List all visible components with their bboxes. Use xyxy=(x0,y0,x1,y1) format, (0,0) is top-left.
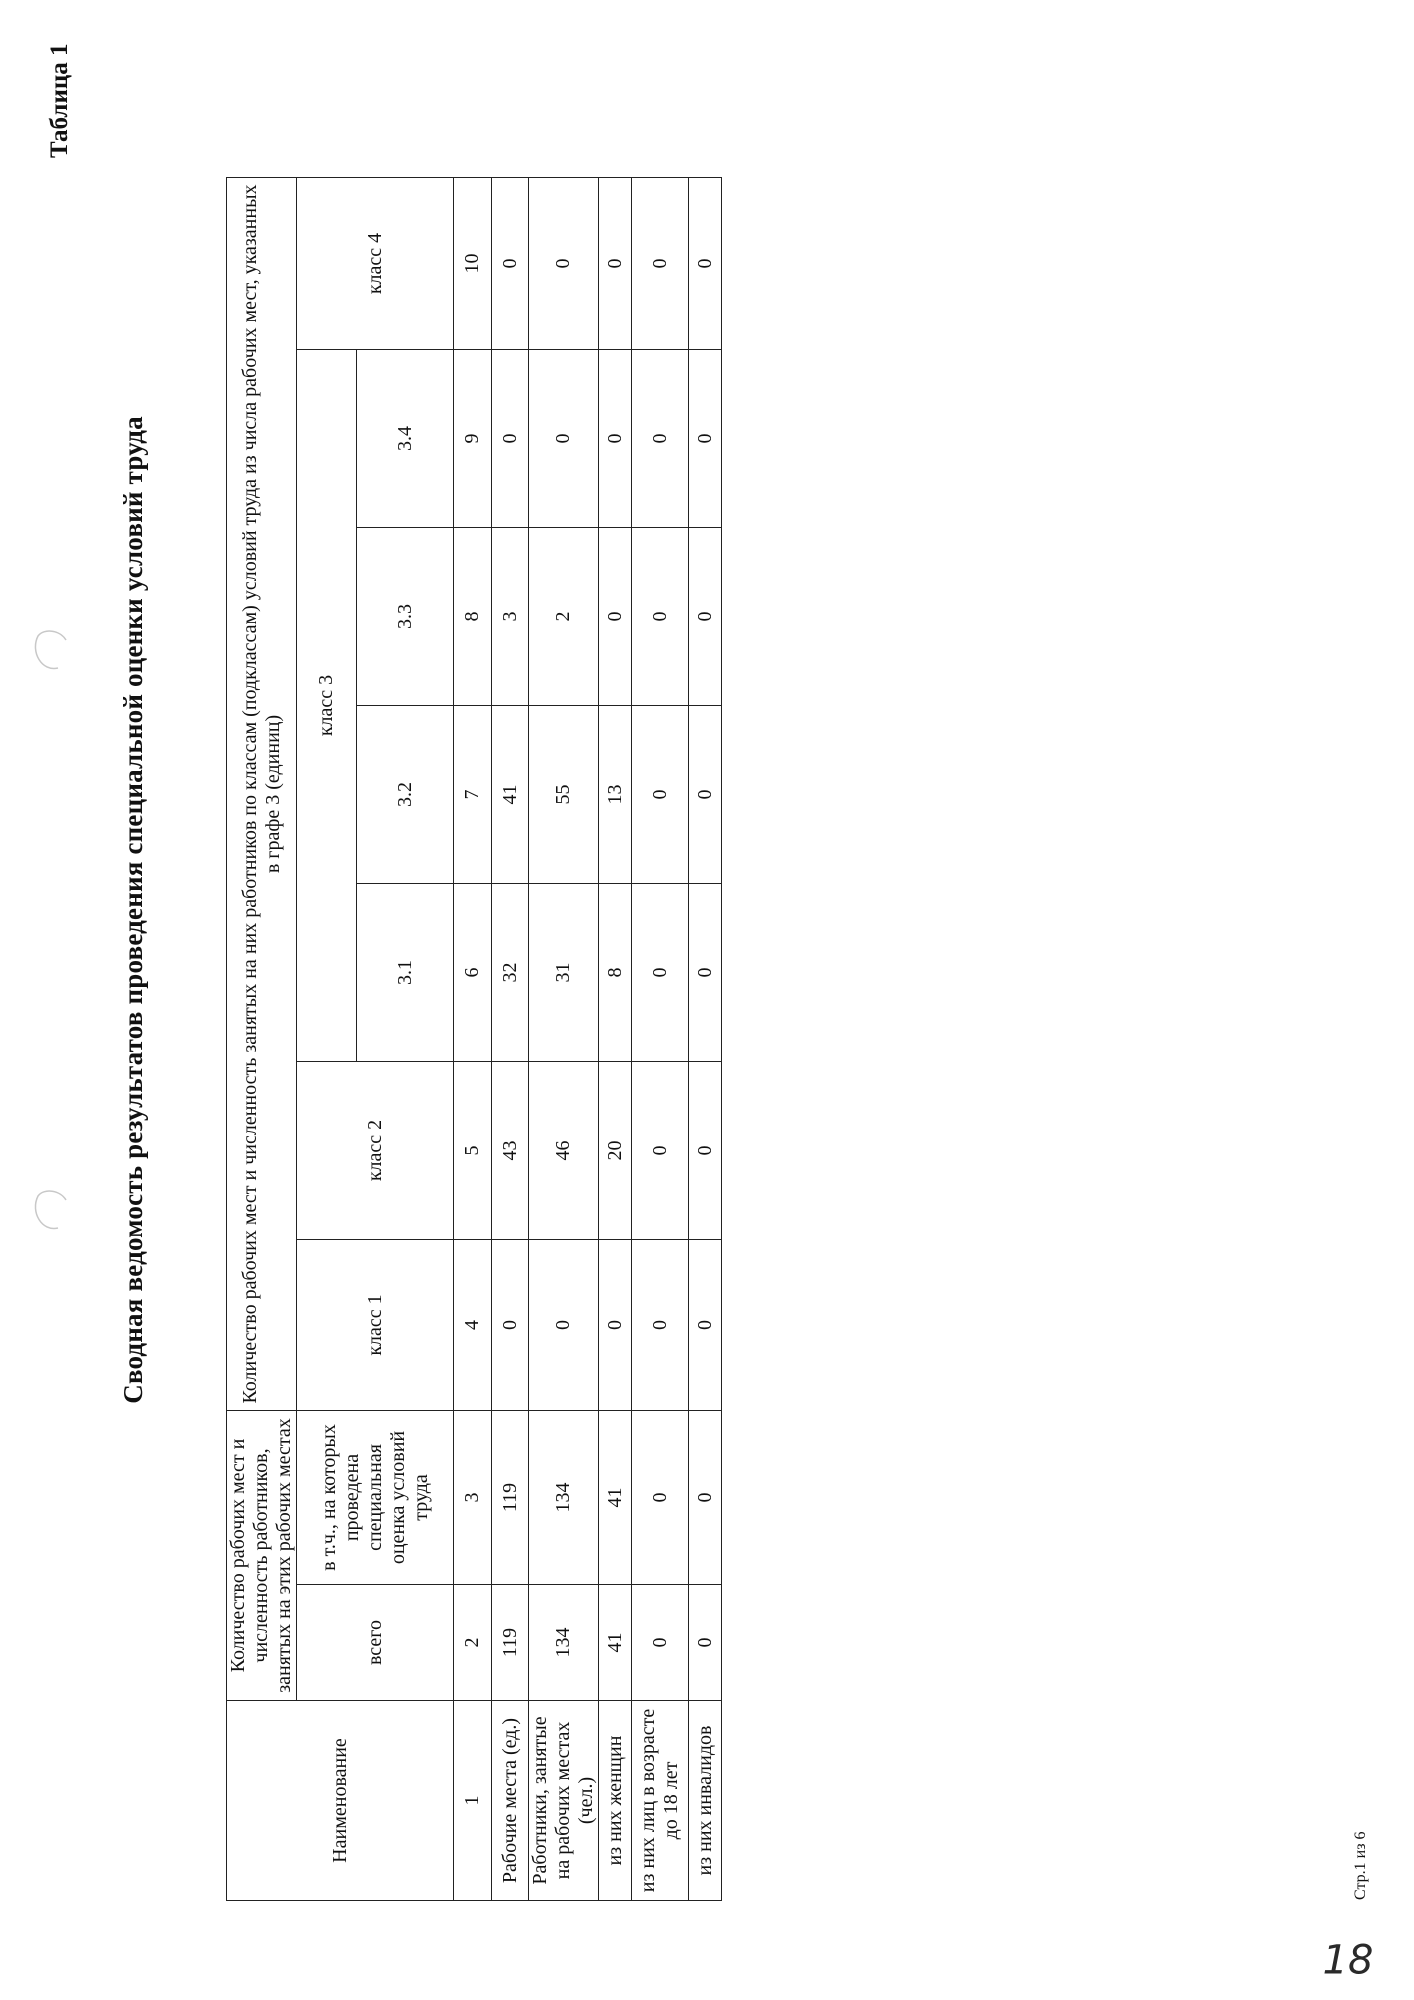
table-cell: 20 xyxy=(599,1062,632,1240)
row-label: Работники, занятые на рабочих местах (чел.) xyxy=(529,1701,599,1901)
table-cell: 0 xyxy=(632,528,689,706)
document-title: Сводная ведомость результатов проведения специальной оценки условий труда xyxy=(118,416,148,1404)
column-number: 1 xyxy=(454,1701,492,1901)
table-cell: 0 xyxy=(632,1240,689,1411)
header-subclass-3-1: 3.1 xyxy=(357,884,454,1062)
table-cell: 0 xyxy=(632,1411,689,1585)
header-total: всего xyxy=(297,1585,454,1701)
table-cell: 3 xyxy=(492,528,529,706)
table-row xyxy=(529,178,599,1901)
page-indicator: Стр.1 из 6 xyxy=(1352,1831,1369,1900)
table-cell: 0 xyxy=(689,1062,722,1240)
header-assessed: в т.ч., на которых проведена специальная оценка условий труда xyxy=(297,1411,454,1585)
header-subclass-3-4: 3.4 xyxy=(357,350,454,528)
table-cell: 0 xyxy=(632,884,689,1062)
table-cell: 0 xyxy=(599,350,632,528)
table-cell: 2 xyxy=(529,528,599,706)
table-cell: 0 xyxy=(689,1585,722,1701)
table-cell: 0 xyxy=(689,528,722,706)
table-cell: 41 xyxy=(599,1585,632,1701)
table-cell: 41 xyxy=(492,706,529,884)
table-label: Таблица 1 xyxy=(46,43,73,158)
table-cell: 119 xyxy=(492,1411,529,1585)
table-cell: 0 xyxy=(689,1240,722,1411)
column-number: 2 xyxy=(454,1585,492,1701)
table-cell: 134 xyxy=(529,1585,599,1701)
header-subclass-3-2: 3.2 xyxy=(357,706,454,884)
table-row xyxy=(492,178,529,1901)
column-number: 4 xyxy=(454,1240,492,1411)
table-cell: 0 xyxy=(689,1411,722,1585)
table-cell: 8 xyxy=(599,884,632,1062)
table-cell: 55 xyxy=(529,706,599,884)
table-cell: 0 xyxy=(689,706,722,884)
column-number: 9 xyxy=(454,350,492,528)
table-cell: 43 xyxy=(492,1062,529,1240)
handwritten-page-number: 18 xyxy=(1322,1937,1374,1984)
table-cell: 0 xyxy=(492,178,529,350)
table-row xyxy=(632,178,689,1901)
column-number: 3 xyxy=(454,1411,492,1585)
table-cell: 0 xyxy=(632,706,689,884)
table-cell: 0 xyxy=(599,528,632,706)
table-cell: 32 xyxy=(492,884,529,1062)
results-table xyxy=(226,177,722,1901)
row-label: из них женщин xyxy=(599,1701,632,1901)
table-cell: 0 xyxy=(492,1240,529,1411)
table-cell: 119 xyxy=(492,1585,529,1701)
row-label: из них инвалидов xyxy=(689,1701,722,1901)
table-cell: 0 xyxy=(492,350,529,528)
table-cell: 0 xyxy=(632,350,689,528)
header-classes-group: Количество рабочих мест и численность занятых на них работников по классам (подклассам) условий труда из числа рабочих мест, указанных в графе 3 (единиц) xyxy=(227,178,297,1411)
table-cell: 0 xyxy=(529,178,599,350)
punch-hole-mark xyxy=(20,1180,80,1240)
row-label: из них лиц в возрасте до 18 лет xyxy=(632,1701,689,1901)
table-cell: 0 xyxy=(529,350,599,528)
column-number: 6 xyxy=(454,884,492,1062)
header-class-2: класс 2 xyxy=(297,1062,454,1240)
punch-hole-mark xyxy=(20,620,80,680)
table-row xyxy=(689,178,722,1901)
header-class-1: класс 1 xyxy=(297,1240,454,1411)
column-number: 10 xyxy=(454,178,492,350)
table-cell: 134 xyxy=(529,1411,599,1585)
header-class-4: класс 4 xyxy=(297,178,454,350)
header-name: Наименование xyxy=(227,1701,454,1901)
table-cell: 0 xyxy=(689,178,722,350)
table-cell: 31 xyxy=(529,884,599,1062)
header-workplaces-group: Количество рабочих мест и численность работников, занятых на этих рабочих местах xyxy=(227,1411,297,1701)
column-number: 7 xyxy=(454,706,492,884)
table-cell: 0 xyxy=(529,1240,599,1411)
table-cell: 0 xyxy=(599,1240,632,1411)
table-cell: 0 xyxy=(632,1585,689,1701)
table-cell: 0 xyxy=(689,884,722,1062)
header-class-3: класс 3 xyxy=(297,350,357,1062)
table-cell: 0 xyxy=(689,350,722,528)
table-cell: 13 xyxy=(599,706,632,884)
header-subclass-3-3: 3.3 xyxy=(357,528,454,706)
table-cell: 41 xyxy=(599,1411,632,1585)
column-number: 5 xyxy=(454,1062,492,1240)
table-cell: 46 xyxy=(529,1062,599,1240)
table-row xyxy=(599,178,632,1901)
row-label: Рабочие места (ед.) xyxy=(492,1701,529,1901)
table-cell: 0 xyxy=(632,178,689,350)
column-numbers-row xyxy=(454,178,492,1901)
table-cell: 0 xyxy=(599,178,632,350)
column-number: 8 xyxy=(454,528,492,706)
table-cell: 0 xyxy=(632,1062,689,1240)
